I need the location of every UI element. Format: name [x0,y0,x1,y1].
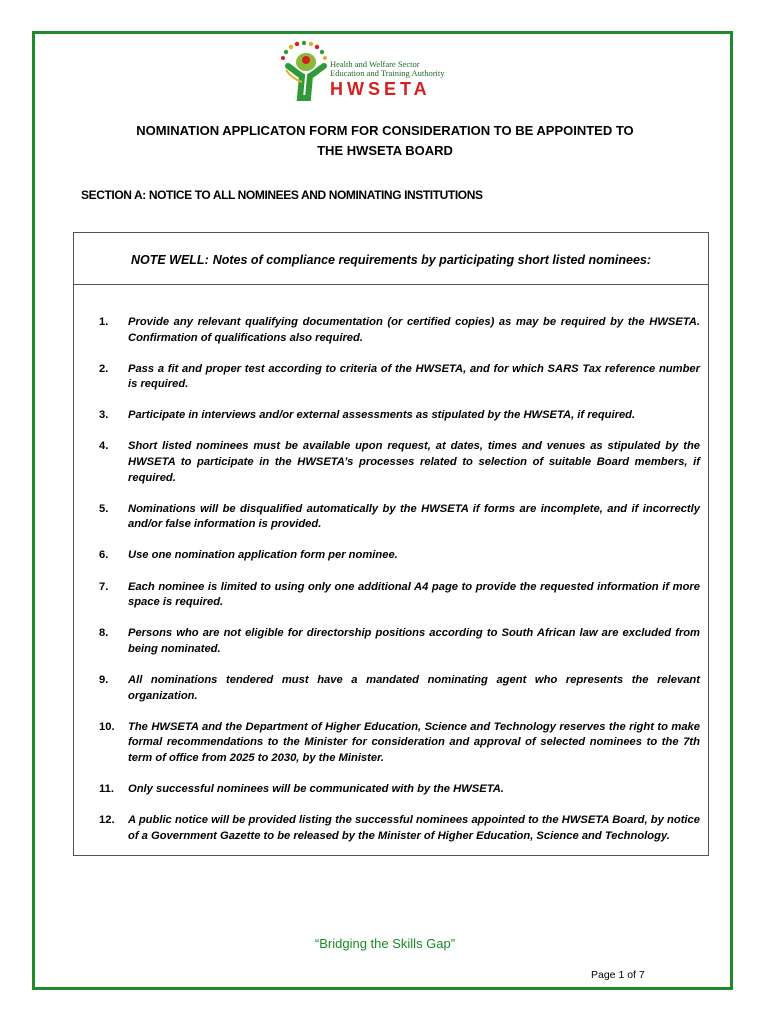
list-item [99,408,700,424]
list-item [99,673,700,704]
logo-text [330,60,445,100]
list-item [99,720,700,767]
logo-brand: HWSETA [330,79,431,99]
item-text: Use one nomination application form per nominee. [128,549,398,562]
document-title [70,121,700,161]
title-line-1: NOMINATION APPLICATON FORM FOR CONSIDERATION TO BE APPOINTED TO [136,123,634,138]
notes-box [73,232,709,856]
item-text: A public notice will be provided listing the successful nominees appointed to the HWSETA Board, by notice of a Government Gazette to be released by the Minister of Higher Education, Science and Technology. [128,813,700,842]
notes-heading-text: Notes of compliance requirements by participating short listed nominees: [212,252,652,267]
item-number: 12. [99,813,115,826]
list-item [99,580,700,611]
item-number: 6. [99,549,109,562]
item-number: 3. [99,409,109,422]
item-text: Provide any relevant qualifying documentation (or certified copies) as may be required by the HWSETA. Confirmation of qualifications also required. [128,316,700,344]
footer-tagline: “Bridging the Skills Gap” [314,936,456,951]
list-item [99,626,700,657]
item-number: 11. [99,782,114,795]
item-number: 9. [99,673,109,686]
item-text: All nominations tendered must have a mandated nominating agent who represents the relevant organization. [128,673,700,702]
item-text: Pass a fit and proper test according to criteria of the HWSETA, and for which SARS Tax reference number is required. [128,362,700,391]
item-text: Short listed nominees must be available upon request, at dates, times and venues as stipulated by the HWSETA to participate in the HWSETA’s processes related to selection of suitable Board members, if required. [128,440,700,484]
item-text: Persons who are not eligible for directorship positions according to South African law are excluded from being nominated. [128,627,700,655]
item-number: 4. [99,440,109,453]
item-text: Each nominee is limited to using only one additional A4 page to provide the requested information if more space is required. [128,580,700,609]
list-item [99,782,700,798]
item-number: 5. [99,502,109,515]
item-number: 7. [99,580,109,593]
item-number: 10. [99,720,115,733]
notes-list [74,285,708,844]
item-number: 1. [99,316,109,328]
logo-line-1: Health and Welfare Sector [330,59,420,69]
item-number: 2. [99,362,109,375]
item-text: The HWSETA and the Department of Higher Education, Science and Technology reserves the right to make formal recommendations to the Minister for consideration and approval of selected nominees to the 7th term of office from 2025 to 2030, by the Minister. [128,720,700,764]
list-item [99,502,700,533]
page-number: Page 1 of 7 [591,969,645,981]
logo-emblem-icon [281,41,327,98]
item-text: Only successful nominees will be communicated with by the HWSETA. [128,782,504,795]
title-line-2: THE HWSETA BOARD [317,143,453,158]
list-item [99,439,700,486]
logo-line-2: Education and Training Authority [330,68,445,78]
section-a-heading: SECTION A: NOTICE TO ALL NOMINEES AND NOMINATING INSTITUTIONS [81,188,483,202]
item-text: Nominations will be disqualified automatically by the HWSETA if forms are incomplete, and if incorrectly and/or false information is provided. [128,502,700,531]
list-item [99,548,700,564]
list-item [99,813,700,844]
item-text: Participate in interviews and/or external assessments as stipulated by the HWSETA, if required. [128,409,636,422]
list-item [99,362,700,393]
item-number: 8. [99,627,109,640]
notes-heading [74,233,708,285]
notes-heading-lead: NOTE WELL: [130,252,209,267]
list-item [99,315,700,346]
